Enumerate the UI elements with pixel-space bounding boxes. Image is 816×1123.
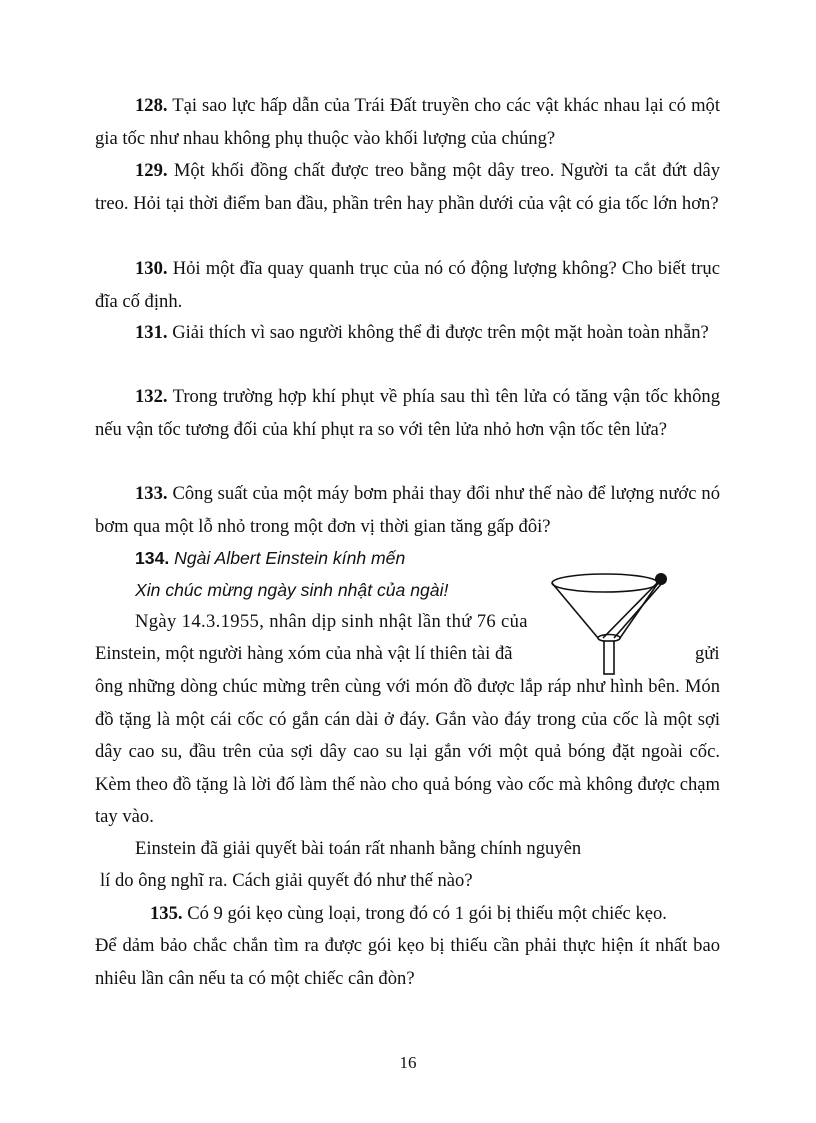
problem-number: 128. <box>135 95 168 116</box>
problem-number: 130. <box>135 258 168 279</box>
problem-134-body: ông những dòng chúc mừng trên cùng với món đồ được lắp ráp như hình bên. Món đồ tặng là một cái cốc có gắn cán dài ở đáy. Gắn vào đáy trong của cốc là một sợi dây cao su, đầu trên của sợi dây cao su lại gắn với một quả bóng đặt ngoài cốc. Kèm theo đồ tặng là lời đố làm thế nào cho quả bóng vào cốc mà không được chạm tay vào. <box>95 676 720 827</box>
letter-salutation: Ngài Albert Einstein kính mến <box>174 548 406 568</box>
page-number: 16 <box>399 1053 417 1072</box>
problem-131 <box>95 317 720 350</box>
problem-135-body: Để dảm bảo chắc chắn tìm ra được gói kẹo bị thiếu cần phải thực hiện ít nhất bao nhiêu lần cân nếu ta có một chiếc cân đòn? <box>95 935 720 989</box>
problem-134-title <box>135 542 405 574</box>
problem-134-line1: Ngày 14.3.1955, nhân dịp sinh nhật lần thứ 76 của <box>135 611 528 632</box>
problem-text: Có 9 gói kẹo cùng loại, trong đó có 1 gói bị thiếu một chiếc kẹo. <box>187 903 667 924</box>
ball <box>655 573 667 585</box>
problem-number: 135. <box>150 903 183 924</box>
rubber-band-1 <box>603 580 660 638</box>
problem-number: 134. <box>135 548 170 568</box>
problem-134-line2: Einstein, một người hàng xóm của nhà vật lí thiên tài đã <box>95 643 513 664</box>
problem-text: Một khối đồng chất được treo bằng một dây treo. Người ta cắt đứt dây treo. Hỏi tại thời điểm ban đầu, phần trên hay phần dưới của vật có gia tốc lớn hơn? <box>95 160 720 214</box>
problem-number: 133. <box>135 483 168 504</box>
problem-134-line2-end: gửi <box>695 643 720 664</box>
problem-132 <box>95 381 720 446</box>
problem-130 <box>95 253 720 318</box>
problem-129 <box>95 155 720 220</box>
problem-number: 129. <box>135 160 168 181</box>
problem-number: 131. <box>135 322 168 343</box>
problem-text: Hỏi một đĩa quay quanh trục của nó có động lượng không? Cho biết trục đĩa cố định. <box>95 258 720 312</box>
cup-ball-figure <box>548 570 672 680</box>
problem-number: 132. <box>135 386 168 407</box>
problem-text: Giải thích vì sao người không thể đi được trên một mặt hoàn toàn nhẵn? <box>172 322 709 343</box>
cup-rim <box>552 574 658 592</box>
problem-134-question-1: Einstein đã giải quyết bài toán rất nhanh bằng chính nguyên <box>135 838 582 859</box>
cup-ball-rubber-band-icon <box>548 570 672 680</box>
problem-133 <box>95 478 720 543</box>
problem-134-greeting: Xin chúc mừng ngày sinh nhật của ngài! <box>135 580 449 600</box>
problem-134-question-2: lí do ông nghĩ ra. Cách giải quyết đó như thế nào? <box>100 870 473 891</box>
problem-128 <box>95 90 720 155</box>
problem-text: Công suất của một máy bơm phải thay đổi như thế nào để lượng nước nó bơm qua một lỗ nhỏ trong một đơn vị thời gian tăng gấp đôi? <box>95 483 720 537</box>
problem-text: Tại sao lực hấp dẫn của Trái Đất truyền cho các vật khác nhau lại có một gia tốc như nhau không phụ thuộc vào khối lượng của chúng? <box>95 95 720 149</box>
problem-text: Trong trường hợp khí phụt về phía sau thì tên lửa có tăng vận tốc không nếu vận tốc tương đối của khí phụt ra so với tên lửa nhỏ hơn vận tốc tên lửa? <box>95 386 720 440</box>
cup-handle <box>604 641 614 674</box>
problem-135-line1 <box>150 898 667 931</box>
